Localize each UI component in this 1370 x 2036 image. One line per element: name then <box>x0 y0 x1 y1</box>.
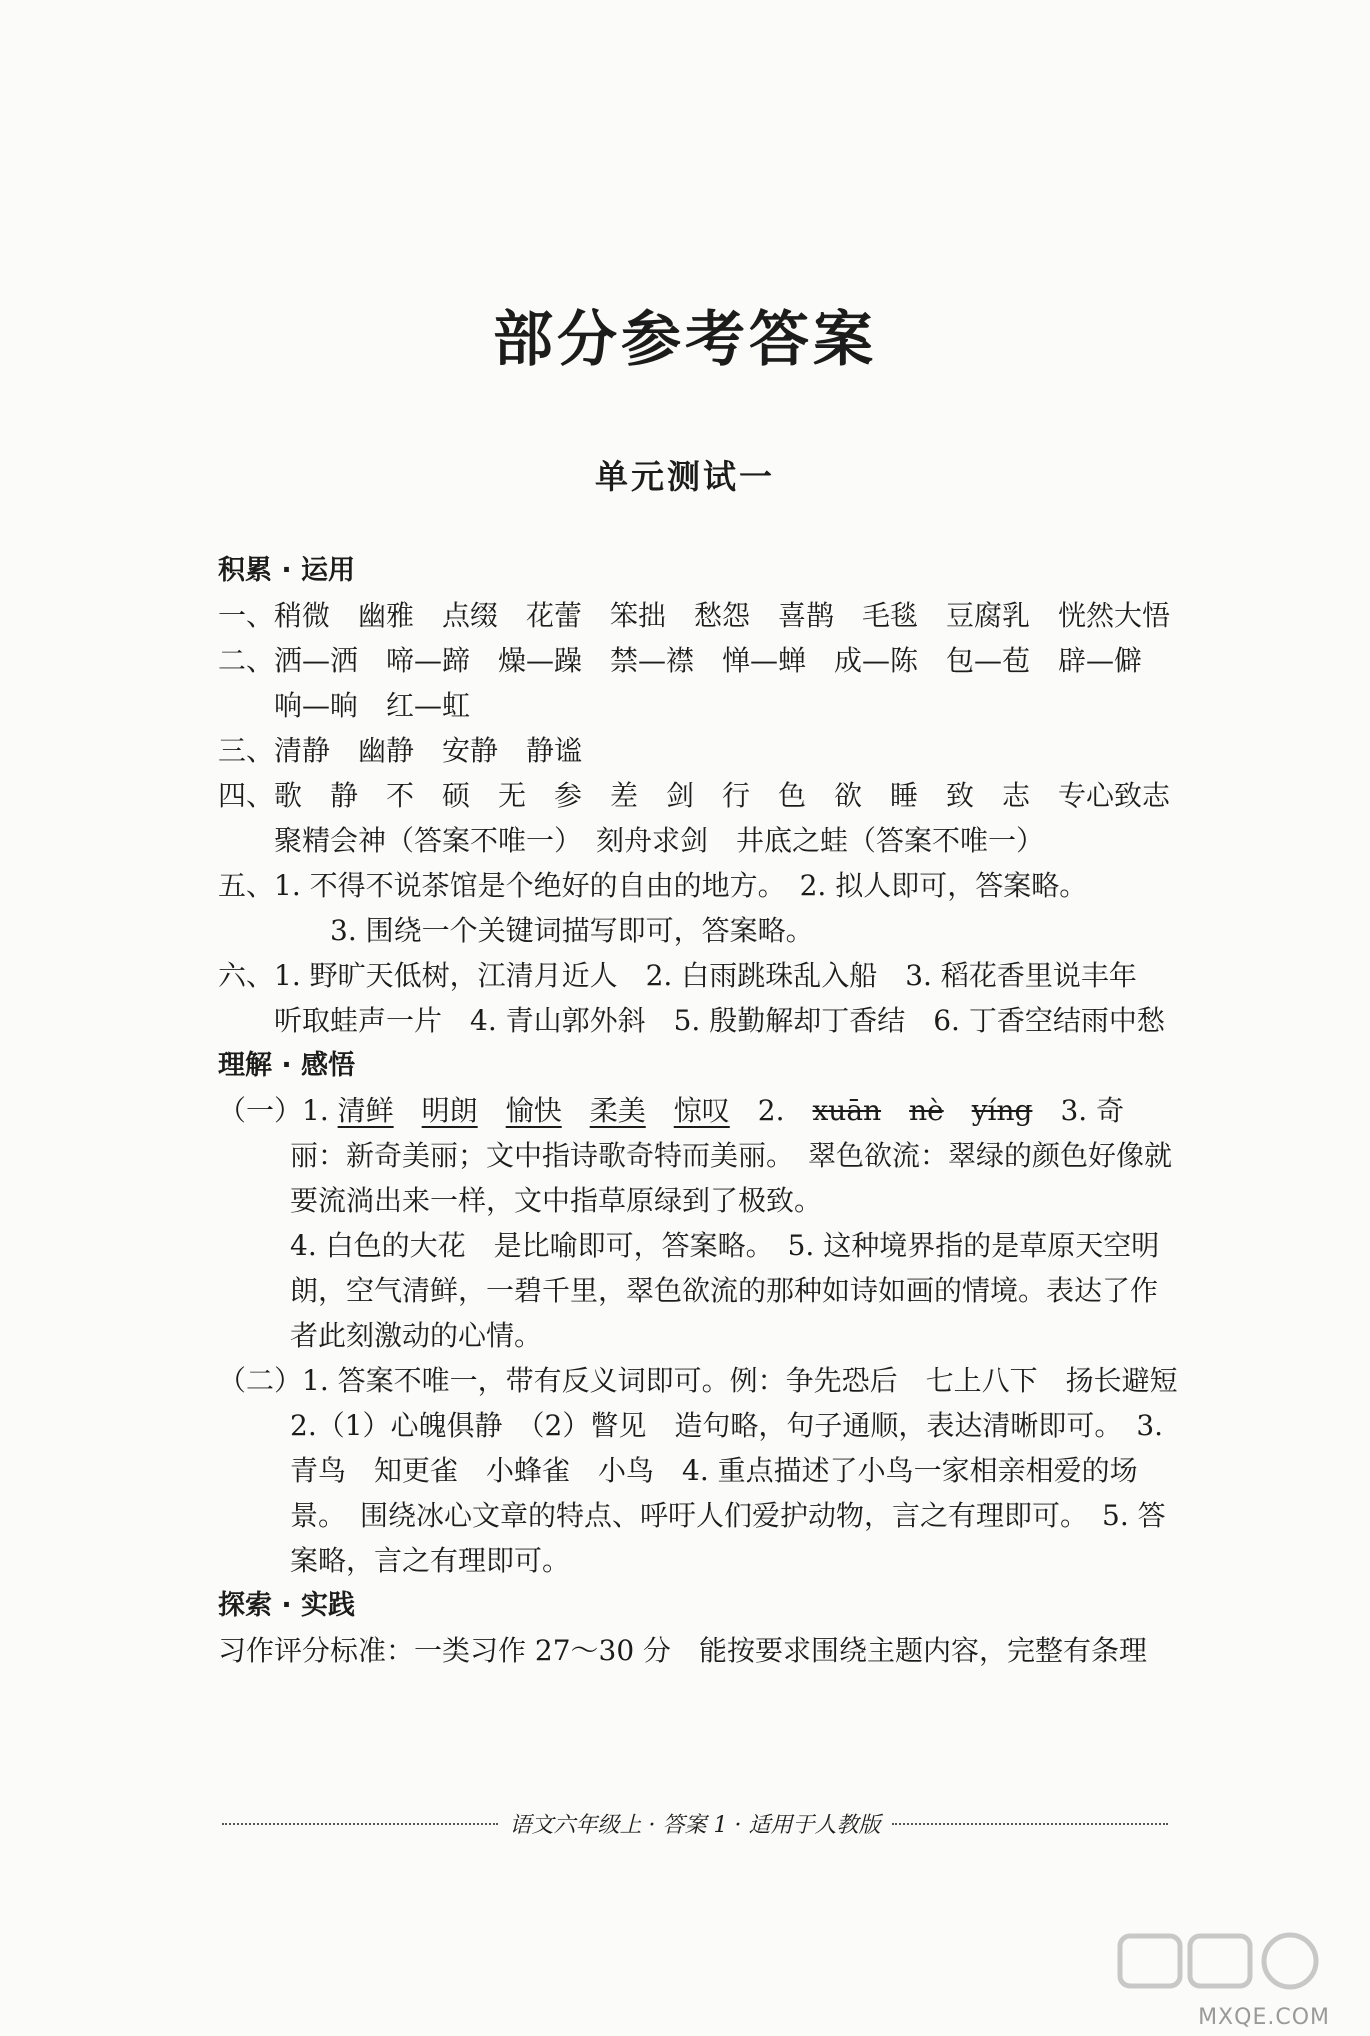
answer-line-3: 三、清静 幽静 安静 静谧 <box>218 734 583 767</box>
answer-line-1: 一、稍微 幽雅 点缀 花蕾 笨拙 愁怨 喜鹊 毛毯 豆腐乳 恍然大悟 <box>218 599 1171 632</box>
footer-divider-left <box>222 1823 498 1825</box>
answer-line-6: 六、1. 野旷天低树，江清月近人 2. 白雨跳珠乱入船 3. 稻花香里说丰年 听取蛙声一片 4. 青山郭外斜 5. 殷勤解却丁香结 6. 丁香空结雨中愁 <box>218 959 1165 1037</box>
underlined-word: 明朗 <box>421 1094 478 1127</box>
underlined-word: 愉快 <box>505 1094 562 1127</box>
underlined-word: 柔美 <box>589 1094 646 1127</box>
footer-divider-right <box>892 1823 1168 1825</box>
answer-reading-1-cont: 4. 白色的大花 是比喻即可，答案略。 5. 这种境界指的是草原天空明朗，空气清鲜，一碧千里，翠色欲流的那种如诗如画的情境。表达了作者此刻激动的心情。 <box>290 1229 1160 1352</box>
page-footer <box>210 1808 1180 1839</box>
answer-reading-2: （二）1. 答案不唯一，带有反义词即可。例：争先恐后 七上八下 扬长避短 2.（1）心魄俱静 （2）瞥见 造句略，句子通顺，表达清晰即可。 3. 青鸟 知更雀 小蜂雀 小鸟 4. 重点描述了小鸟一家相亲相爱的场景。 围绕冰心文章的特点、呼吁人们爱护动物，言之有理即可。 5. 答案略，言之有理即可。 <box>218 1364 1206 1577</box>
section-title: 单元测试一 <box>595 457 775 496</box>
watermark-text: MXQE.COM <box>1198 2005 1330 2030</box>
struck-pinyin: nè <box>909 1094 944 1127</box>
answer-reading-1 <box>218 1088 1178 1223</box>
section-heading-accumulation: 积累 · 运用 <box>218 555 356 586</box>
struck-pinyin: yíng <box>971 1094 1033 1127</box>
underlined-word: 清鲜 <box>337 1094 394 1127</box>
q1-2-label: 2. <box>757 1094 785 1127</box>
q1-rest: 3. 奇丽：新奇美丽；文中指诗歌奇特而美丽。 翠色欲流：翠绿的颜色好像就要流淌出来一样，文中指草原绿到了极致。 <box>290 1094 1173 1217</box>
footer-text: 语文六年级上 · 答案 1 · 适用于人教版 <box>509 1813 881 1838</box>
struck-pinyin: xuān <box>812 1094 882 1127</box>
section-heading-understanding: 理解 · 感悟 <box>218 1050 356 1081</box>
section-heading-exploration: 探索 · 实践 <box>218 1590 356 1621</box>
answer-line-5: 五、1. 不得不说茶馆是个绝好的自由的地方。 2. 拟人即可，答案略。 3. 围绕一个关键词描写即可，答案略。 <box>218 869 1088 947</box>
answer-content <box>218 548 1206 1673</box>
writing-criteria: 习作评分标准：一类习作 27～30 分 能按要求围绕主题内容，完整有条理 <box>218 1634 1148 1667</box>
answer-line-4: 四、歌 静 不 硕 无 参 差 剑 行 色 欲 睡 致 志 专心致志 聚精会神（答案不唯一） 刻舟求剑 井底之蛙（答案不唯一） <box>218 779 1199 857</box>
answer-line-2: 二、洒—洒 啼—蹄 燥—躁 禁—襟 惮—蝉 成—陈 包—苞 辟—僻 响—晌 红—虹 <box>218 644 1171 722</box>
page-title: 部分参考答案 <box>493 305 877 375</box>
underlined-word: 惊叹 <box>673 1094 730 1127</box>
q1-prefix: （一）1. <box>218 1094 338 1127</box>
